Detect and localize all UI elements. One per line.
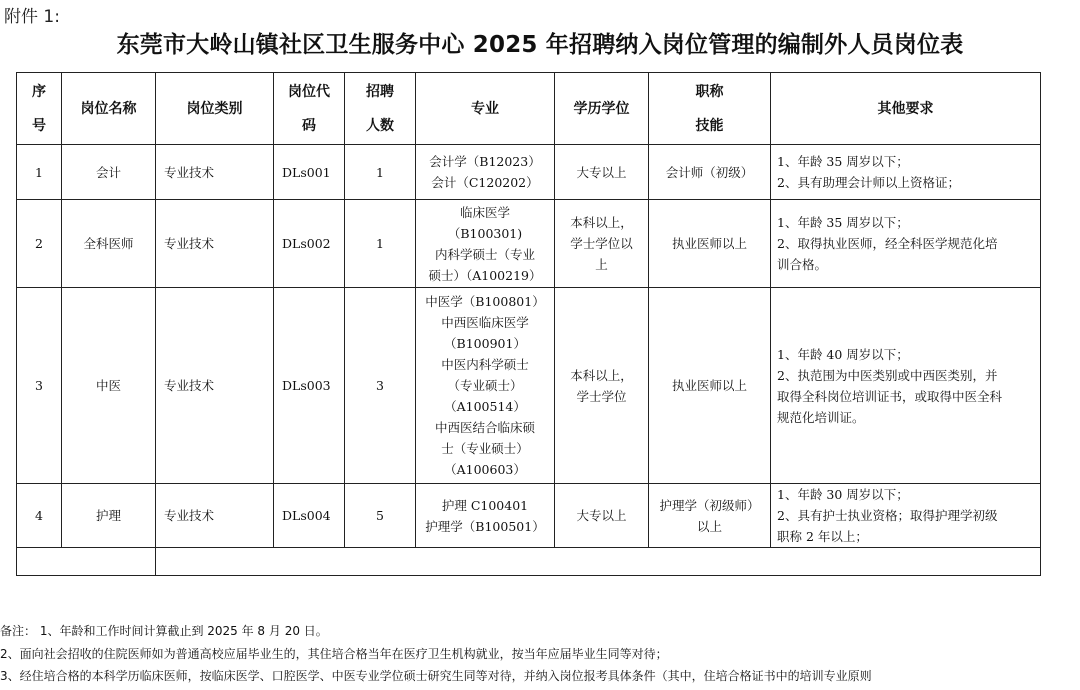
cell-title-line: 会计师（初级） xyxy=(665,164,754,180)
cell-category: 专业技术 xyxy=(156,288,274,484)
header-row xyxy=(17,73,1041,145)
cell-seq: 3 xyxy=(17,288,62,484)
cell-title xyxy=(649,288,771,484)
table-row xyxy=(17,288,1041,484)
cell-name: 中医 xyxy=(62,288,156,484)
cell-education-line: 本科以上， xyxy=(570,215,633,230)
cell-other-line: 职称 2 年以上； xyxy=(777,529,868,544)
cell-title-line: 执业医师以上 xyxy=(671,236,747,251)
positions-table xyxy=(16,72,1041,576)
cell-category: 专业技术 xyxy=(156,484,274,548)
empty-cell xyxy=(156,548,1041,576)
cell-education xyxy=(555,484,649,548)
table-row xyxy=(17,484,1041,548)
cell-major-line: （专业硕士） xyxy=(447,378,523,393)
header-other: 其他要求 xyxy=(771,73,1041,145)
cell-other-line: 1、年龄 40 周岁以下； xyxy=(777,346,909,362)
cell-education-line: 学士学位以 xyxy=(570,236,633,251)
cell-title-line: 以上 xyxy=(696,518,722,534)
cell-education-line: 学士学位 xyxy=(576,388,627,404)
cell-major-line: 士（专业硕士） xyxy=(441,441,529,456)
cell-major-line: 会计学（B12023） xyxy=(429,154,541,169)
header-category: 岗位类别 xyxy=(156,73,274,145)
cell-other-line: 规范化培训证。 xyxy=(777,409,865,425)
empty-row xyxy=(17,548,1041,576)
cell-title xyxy=(649,484,771,548)
table-row xyxy=(17,145,1041,200)
cell-major-line: 中医学（B100801） xyxy=(425,294,545,309)
page-title: 东莞市大岭山镇社区卫生服务中心 2025 年招聘纳入岗位管理的编制外人员岗位表 xyxy=(116,32,964,58)
cell-code: DLs004 xyxy=(274,484,345,548)
cell-other xyxy=(771,484,1041,548)
attachment-label: 附件 1: xyxy=(4,7,60,27)
header-code: 岗位代 码 xyxy=(274,73,345,145)
cell-major-line: （B100301) xyxy=(447,225,523,241)
cell-education-line: 大专以上 xyxy=(576,508,627,523)
cell-major-line: 中医内科学硕士 xyxy=(441,357,529,372)
cell-count: 3 xyxy=(345,288,416,484)
cell-major-line: （B100901） xyxy=(444,336,526,351)
cell-major xyxy=(416,288,555,484)
cell-major-line: 会计（C120202） xyxy=(431,175,539,190)
cell-major-line: 硕士）（A100219） xyxy=(428,267,542,283)
cell-other-line: 1、年龄 35 周岁以下； xyxy=(777,154,909,169)
cell-name: 会计 xyxy=(62,145,156,200)
cell-major-line: （A100603） xyxy=(444,462,526,477)
cell-major-line: 中西医临床医学 xyxy=(441,315,529,330)
cell-count: 1 xyxy=(345,200,416,288)
cell-major xyxy=(416,484,555,548)
cell-seq: 2 xyxy=(17,200,62,288)
cell-title-line: 护理学（初级师） xyxy=(659,497,760,513)
cell-education xyxy=(555,200,649,288)
cell-major xyxy=(416,200,555,288)
header-count: 招聘 人数 xyxy=(345,73,416,145)
cell-count: 1 xyxy=(345,145,416,200)
note-line: 2、面向社会招收的住院医师如为普通高校应届毕业生的，其住培合格当年在医疗卫生机构就业，按当年应届毕业生同等对待； xyxy=(0,646,668,661)
cell-other xyxy=(771,145,1041,200)
header-major: 专业 xyxy=(416,73,555,145)
cell-education-line: 大专以上 xyxy=(576,164,627,180)
header-title: 职称 技能 xyxy=(649,73,771,145)
cell-other xyxy=(771,200,1041,288)
cell-other xyxy=(771,288,1041,484)
cell-other-line: 1、年龄 30 周岁以下； xyxy=(777,487,909,502)
cell-name: 护理 xyxy=(62,484,156,548)
cell-code: DLs002 xyxy=(274,200,345,288)
cell-seq: 4 xyxy=(17,484,62,548)
cell-education xyxy=(555,288,649,484)
cell-education-line: 本科以上， xyxy=(570,367,633,383)
cell-count: 5 xyxy=(345,484,416,548)
cell-title xyxy=(649,145,771,200)
cell-seq: 1 xyxy=(17,145,62,200)
note-line: 3、经住培合格的本科学历临床医师，按临床医学、口腔医学、中医专业学位硕士研究生同等对待，并纳入岗位报考具体条件（其中，住培合格证书中的培训专业原则 xyxy=(0,669,872,683)
empty-cell xyxy=(17,548,156,576)
cell-education xyxy=(555,145,649,200)
cell-other-line: 2、具有助理会计师以上资格证； xyxy=(777,175,960,190)
cell-code: DLs003 xyxy=(274,288,345,484)
cell-name: 全科医师 xyxy=(62,200,156,288)
cell-other-line: 2、取得执业医师，经全科医学规范化培 xyxy=(777,236,998,251)
cell-major-line: 护理学（B100501） xyxy=(425,518,545,534)
cell-title xyxy=(649,200,771,288)
cell-major xyxy=(416,145,555,200)
table-row xyxy=(17,200,1041,288)
cell-major-line: 内科学硕士（专业 xyxy=(434,246,535,262)
cell-code: DLs001 xyxy=(274,145,345,200)
header-name: 岗位名称 xyxy=(62,73,156,145)
cell-major-line: 临床医学 xyxy=(459,204,510,220)
cell-education-line: 上 xyxy=(595,257,608,272)
cell-title-line: 执业医师以上 xyxy=(671,378,747,393)
cell-major-line: 中西医结合临床硕 xyxy=(434,420,535,435)
header-education: 学历学位 xyxy=(555,73,649,145)
notes xyxy=(0,620,1080,688)
cell-other-line: 2、执范围为中医类别或中西医类别，并 xyxy=(777,367,998,383)
note-line: 备注： 1、年龄和工作时间计算截止到 2025 年 8 月 20 日。 xyxy=(0,624,328,638)
cell-other-line: 取得全科岗位培训证书，或取得中医全科 xyxy=(777,388,1003,404)
cell-other-line: 1、年龄 35 周岁以下； xyxy=(777,215,909,230)
cell-other-line: 2、具有护士执业资格；取得护理学初级 xyxy=(777,508,998,523)
cell-category: 专业技术 xyxy=(156,200,274,288)
header-seq: 序 号 xyxy=(17,73,62,145)
cell-major-line: （A100514） xyxy=(444,399,526,414)
cell-major-line: 护理 C100401 xyxy=(441,497,529,513)
cell-category: 专业技术 xyxy=(156,145,274,200)
cell-other-line: 训合格。 xyxy=(777,257,828,272)
